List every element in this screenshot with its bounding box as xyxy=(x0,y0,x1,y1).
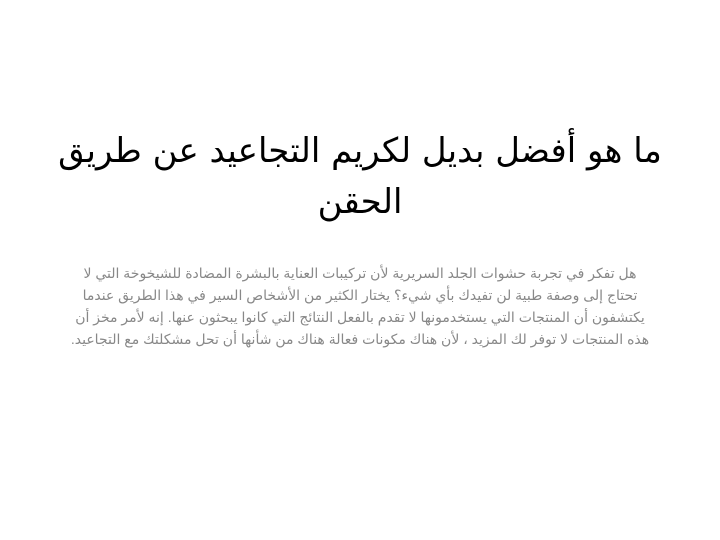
slide-body-text: هل تفكر في تجربة حشوات الجلد السريرية لأن تركيبات العناية بالبشرة المضادة للشيخوخة التي لا تحتاج إلى وصفة طبية لن تفيدك بأي شيء؟ يختار الكثير من الأشخاص السير في هذا الطريق عندما يكتشفون أن المنتجات التي يستخدمونها لا تقدم بالفعل النتائج التي كانوا يبحثون عنها. إنه لأمر مخز أن هذه المنتجات لا توفر لك المزيد ، لأن هناك مكونات فعالة هناك من شأنها أن تحل مشكلتك مع التجاعيد. xyxy=(70,265,650,348)
slide-title: ما هو أفضل بديل لكريم التجاعيد عن طريق الحقن xyxy=(58,131,662,222)
